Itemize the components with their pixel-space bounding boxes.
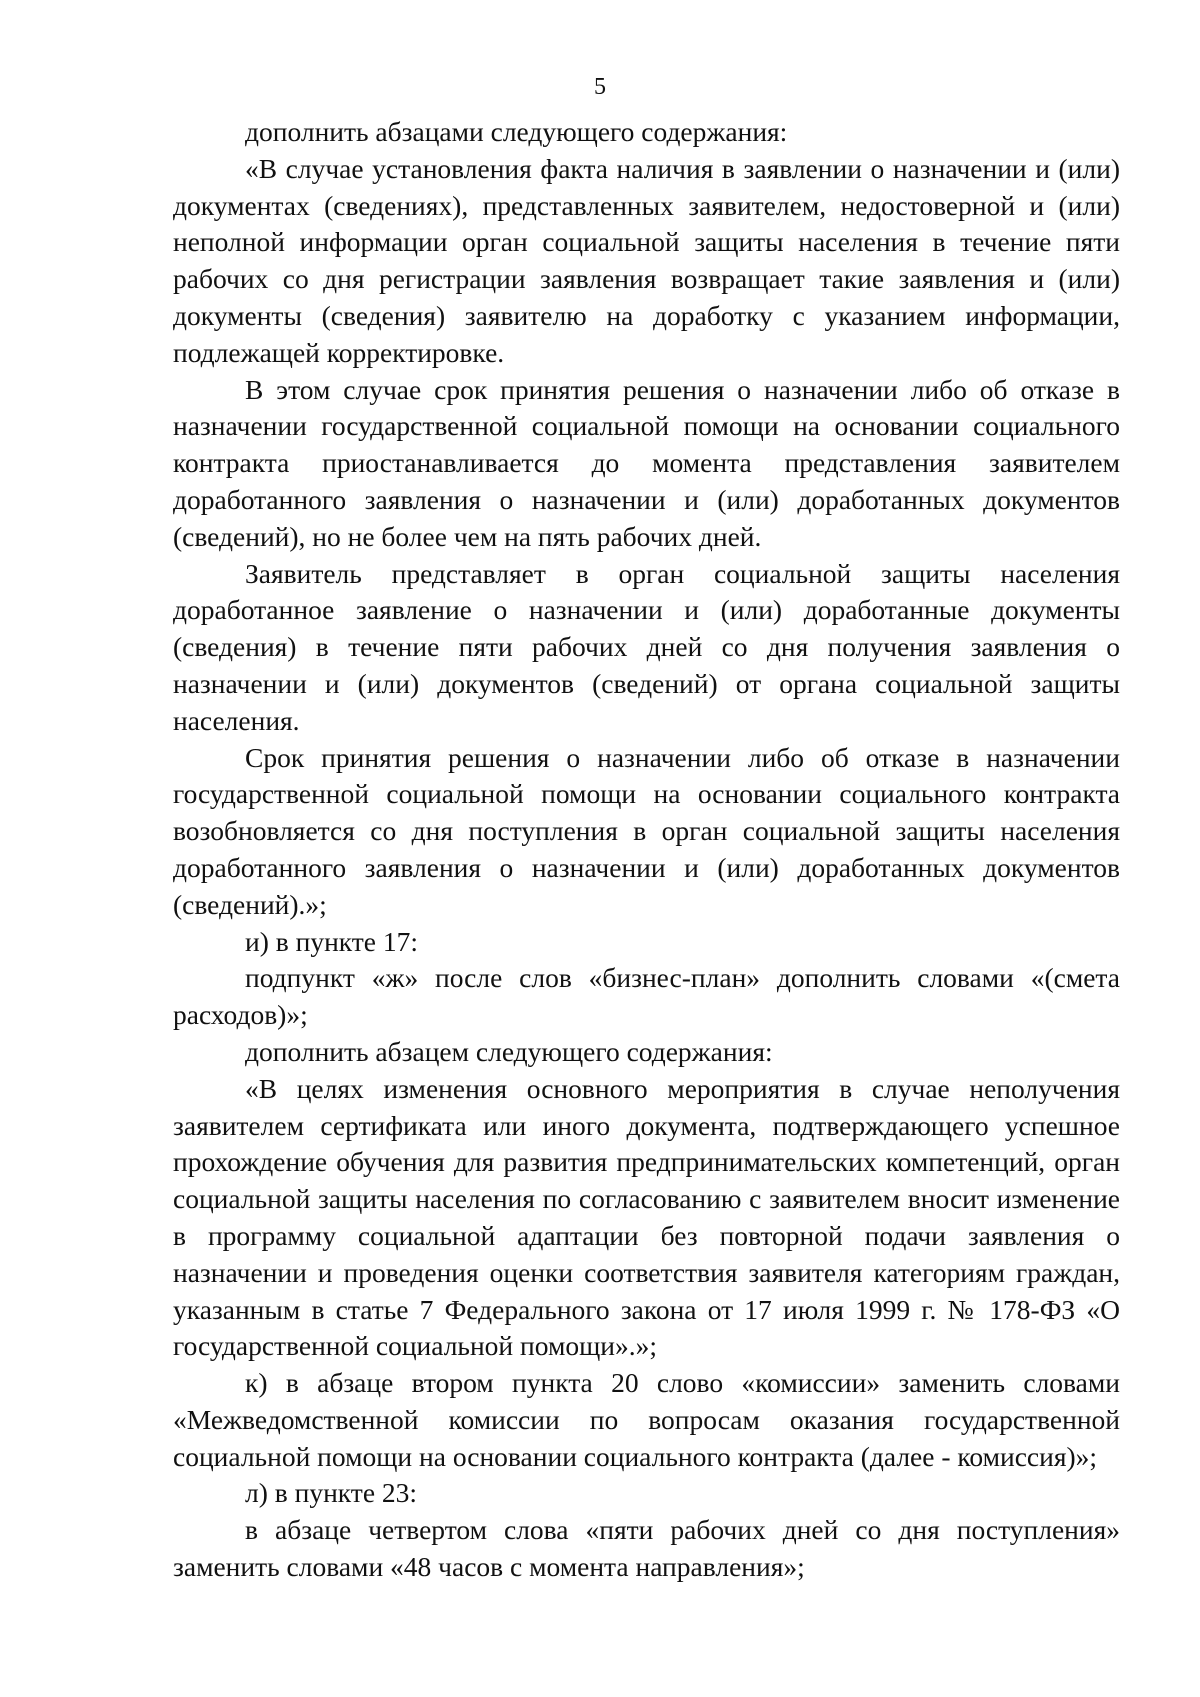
page-number: 5 — [594, 74, 606, 100]
paragraph-4: Заявитель представляет в орган социальной защиты населения доработанное заявление о назначении и (или) доработанные документы (сведения) в течение пяти рабочих дней со дня получения заявления о назначении и (или) документов (сведений) от органа социальной защиты населения. — [173, 557, 1120, 736]
document-body — [173, 114, 1120, 1586]
paragraph-10: к) в абзаце втором пункта 20 слово «комиссии» заменить словами «Межведомственной комиссии по вопросам оказания государственной социальной помощи на основании социального контракта (далее - комиссия)»; — [173, 1367, 1120, 1472]
paragraph-5: Срок принятия решения о назначении либо об отказе в назначении государственной социальной помощи на основании социального контракта возобновляется со дня поступления в орган социальной защиты населения доработанного заявления о назначении и (или) доработанных документов (сведений).»; — [173, 741, 1120, 920]
paragraph-12: в абзаце четвертом слова «пяти рабочих дней со дня поступления» заменить словами «48 часов с момента направления»; — [173, 1514, 1120, 1583]
paragraph-7: подпункт «ж» после слов «бизнес-план» дополнить словами «(смета расходов)»; — [173, 962, 1120, 1031]
paragraph-2: «В случае установления факта наличия в заявлении о назначении и (или) документах (сведениях), представленных заявителем, недостоверной и (или) неполной информации орган социальной защиты населения в течение пяти рабочих со дня регистрации заявления возвращает такие заявления и (или) документы (сведения) заявителю на доработку с указанием информации, подлежащей корректировке. — [173, 152, 1120, 368]
paragraph-9: «В целях изменения основного мероприятия в случае неполучения заявителем сертификата или иного документа, подтверждающего успешное прохождение обучения для развития предпринимательских компетенций, орган социальной защиты населения по согласованию с заявителем вносит изменение в программу социальной адаптации без повторной подачи заявления о назначении и проведения оценки соответствия заявителя категориям граждан, указанным в статье 7 Федерального закона от 17 июля 1999 г. № 178-ФЗ «О государственной социальной помощи».»; — [173, 1072, 1120, 1362]
paragraph-8: дополнить абзацем следующего содержания: — [245, 1035, 773, 1067]
paragraph-1: дополнить абзацами следующего содержания: — [245, 116, 788, 147]
paragraph-11: л) в пункте 23: — [245, 1477, 418, 1509]
paragraph-3: В этом случае срок принятия решения о назначении либо об отказе в назначении государственной социальной помощи на основании социального контракта приостанавливается до момента представления заявителем доработанного заявления о назначении и (или) доработанных документов (сведений), но не более чем на пять рабочих дней. — [173, 373, 1120, 552]
paragraph-6: и) в пункте 17: — [245, 925, 419, 957]
